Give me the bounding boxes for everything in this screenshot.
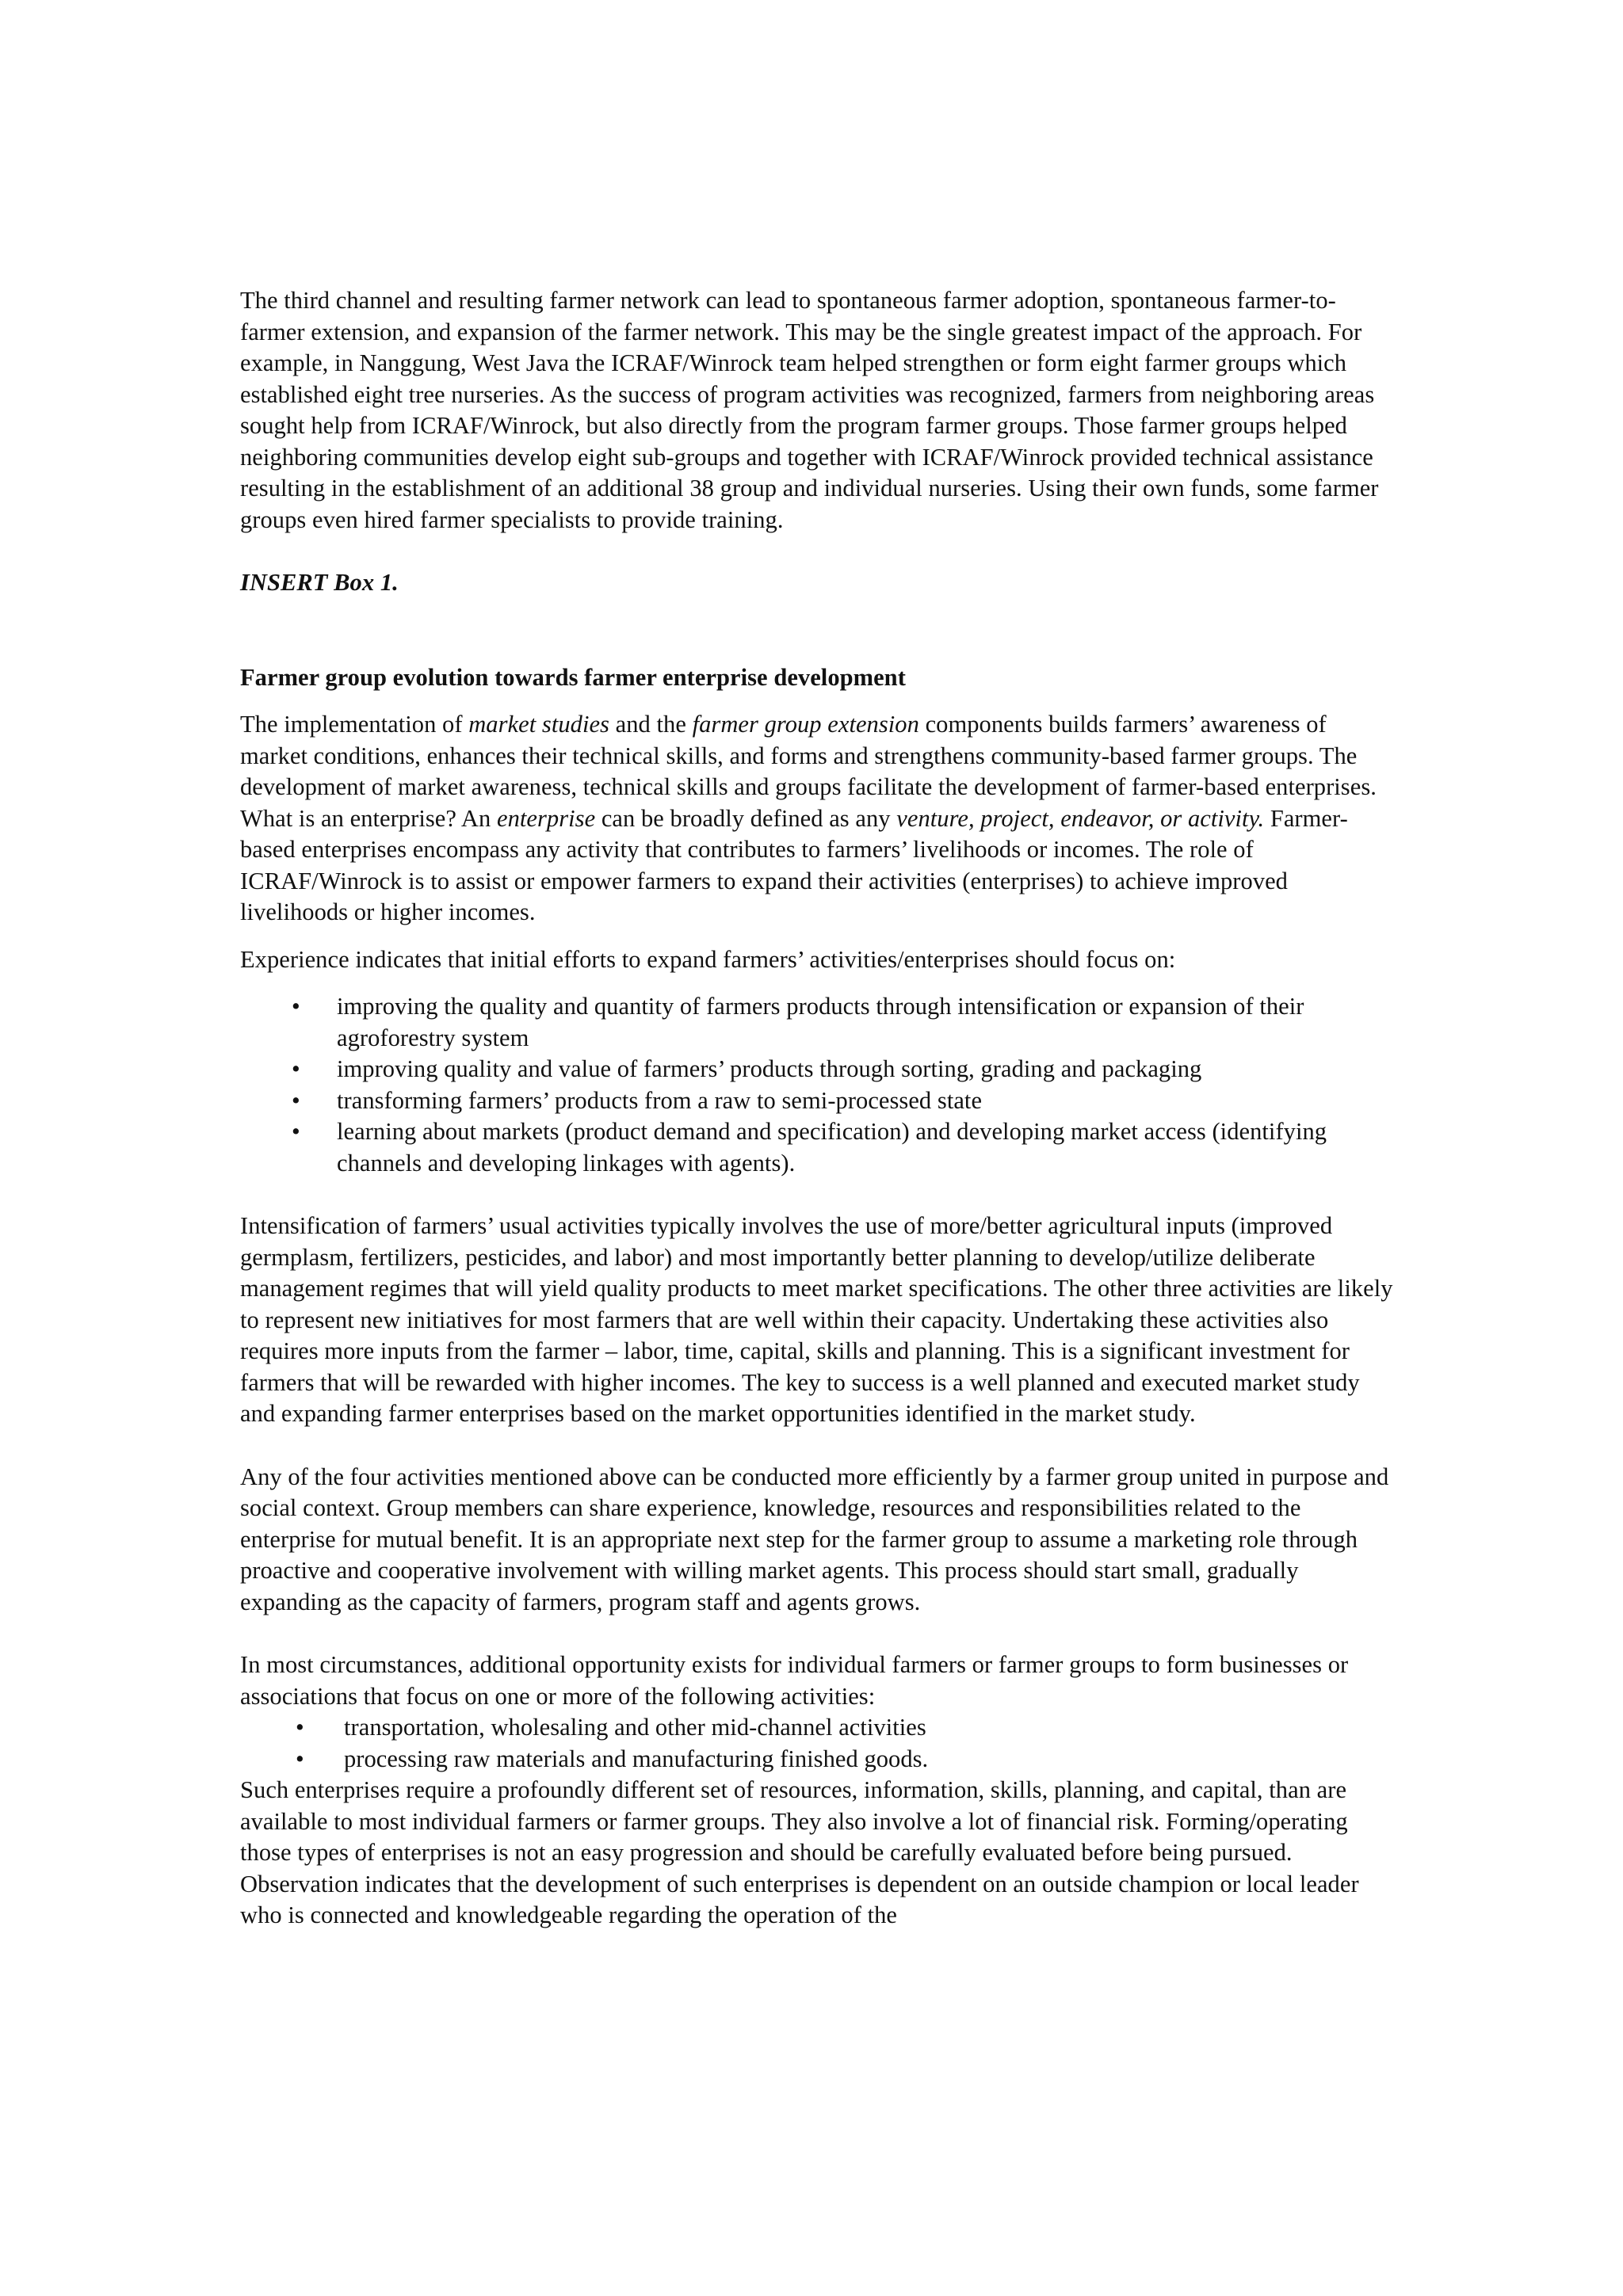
bullet-icon: • (292, 1055, 300, 1082)
bullet-icon: • (296, 1745, 304, 1772)
list-item (240, 991, 1397, 1054)
list-item-text: improving quality and value of farmers’ products through sorting, grading and packaging (337, 1055, 1202, 1082)
list-item-text: processing raw materials and manufacturing finished goods. (344, 1745, 929, 1772)
text-run: Farmer-based enterprises encompass any activity that contributes to farmers’ livelihoods or incomes. The role of ICRAF/Winrock is to assist or empower farmers to expand their activities (enterprises) to achieve improved livelihoods or higher incomes. (240, 804, 1348, 925)
text-run: and the (609, 711, 693, 738)
document-page (240, 285, 1397, 1932)
paragraph-additional-opportunity: In most circumstances, additional opportunity exists for individual farmers or farmer groups to form businesses or associations that focus on one or more of the following activities: (240, 1651, 1349, 1710)
business-activities-list (240, 1712, 1397, 1775)
bullet-icon: • (292, 993, 300, 1020)
text-run: The implementation of (240, 711, 469, 738)
paragraph-enterprise-definition (240, 709, 1397, 929)
section-heading: Farmer group evolution towards farmer enterprise development (240, 663, 906, 691)
emphasis-market-studies: market studies (468, 711, 609, 738)
text-run: can be broadly defined as any (595, 804, 897, 832)
list-item-text: learning about markets (product demand and specification) and developing market access (identifying channels and developing linkages with agents). (337, 1118, 1327, 1177)
paragraph-experience: Experience indicates that initial efforts to expand farmers’ activities/enterprises should focus on: (240, 945, 1176, 973)
list-item (240, 1085, 1397, 1117)
paragraph-farmer-network: The third channel and resulting farmer network can lead to spontaneous farmer adoption, spontaneous farmer-to-farmer extension, and expansion of the farmer network. This may be the single greatest impact of the approach. For example, in Nanggung, West Java the ICRAF/Winrock team helped strengthen or form eight farmer groups which established eight tree nurseries. As the success of program activities was recognized, farmers from neighboring areas sought help from ICRAF/Winrock, but also directly from the program farmer groups. Those farmer groups helped neighboring communities develop eight sub-groups and together with ICRAF/Winrock provided technical assistance resulting in the establishment of an additional 38 group and individual nurseries. Using their own funds, some farmer groups even hired farmer specialists to provide training. (240, 287, 1379, 533)
text-run: components builds farmers’ awareness of market conditions, enhances their technical skills, and forms and strengthens community-based farmer groups. The development of market awareness, technical skills and groups facilitate the development of farmer-based enterprises. What is an enterprise? An (240, 711, 1377, 832)
list-item-text: transportation, wholesaling and other mid-channel activities (344, 1714, 926, 1741)
list-item (240, 1054, 1397, 1085)
list-item (240, 1712, 1397, 1744)
list-item (240, 1744, 1397, 1775)
bullet-icon: • (292, 1086, 300, 1114)
emphasis-venture-definition: venture, project, endeavor, or activity. (896, 804, 1265, 832)
list-item (240, 1116, 1397, 1179)
paragraph-enterprise-requirements: Such enterprises require a profoundly different set of resources, information, skills, planning, and capital, than are available to most individual farmers or farmer groups. They also involve a lot of financial risk. Forming/operating those types of enterprises is not an easy progression and should be carefully evaluated before being pursued. Observation indicates that the development of such enterprises is dependent on an outside champion or local leader who is connected and knowledgeable regarding the operation of the (240, 1776, 1359, 1928)
bullet-icon: • (296, 1714, 304, 1741)
emphasis-enterprise: enterprise (496, 804, 596, 832)
paragraph-intensification: Intensification of farmers’ usual activities typically involves the use of more/better agricultural inputs (improved germplasm, fertilizers, pesticides, and labor) and most importantly better planning to develop/utilize deliberate management regimes that will yield quality products to meet market specifications. The other three activities are likely to represent new initiatives for most farmers that are well within their capacity. Undertaking these activities also requires more inputs from the farmer – labor, time, capital, skills and planning. This is a significant investment for farmers that will be rewarded with higher incomes. The key to success is a well planned and executed market study and expanding farmer enterprises based on the market opportunities identified in the market study. (240, 1212, 1393, 1427)
insert-box-note: INSERT Box 1. (240, 569, 399, 596)
paragraph-group-activities: Any of the four activities mentioned above can be conducted more efficiently by a farmer group united in purpose and social context. Group members can share experience, knowledge, resources and responsibilities related to the enterprise for mutual benefit. It is an appropriate next step for the farmer group to assume a marketing role through proactive and cooperative involvement with willing market agents. This process should start small, gradually expanding as the capacity of farmers, program staff and agents grows. (240, 1463, 1389, 1615)
list-item-text: improving the quality and quantity of farmers products through intensification or expansion of their agroforestry system (337, 993, 1304, 1051)
list-item-text: transforming farmers’ products from a raw to semi-processed state (337, 1086, 983, 1114)
emphasis-farmer-group-extension: farmer group extension (692, 711, 919, 738)
focus-activities-list (240, 991, 1397, 1179)
bullet-icon: • (292, 1118, 300, 1145)
